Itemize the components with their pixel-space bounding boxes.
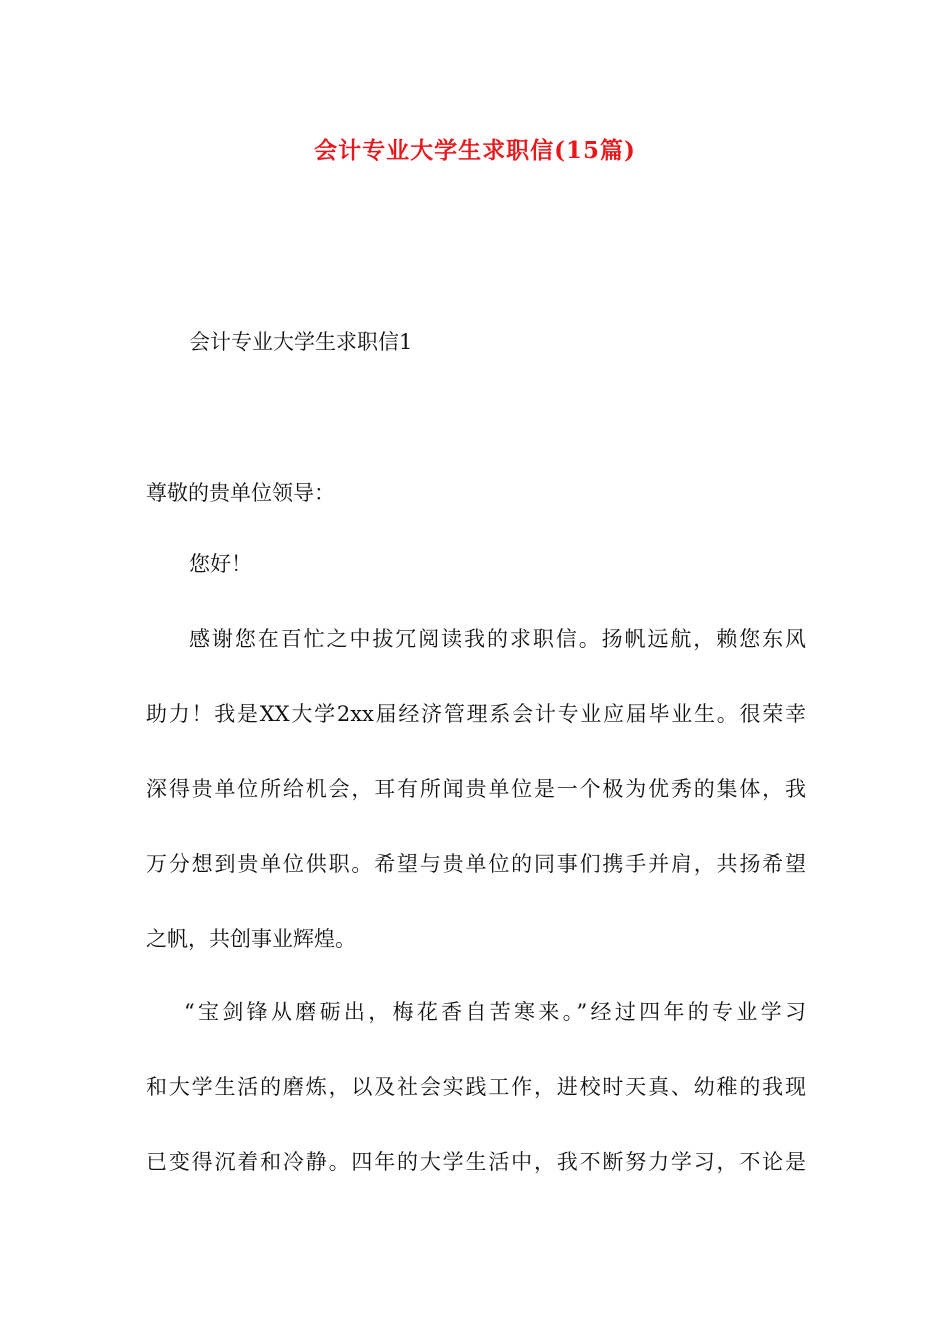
paragraph-line: 感谢您在百忙之中拔冗阅读我的求职信。扬帆远航，赖您东风 (189, 627, 806, 651)
paragraph-line: 深得贵单位所给机会，耳有所闻贵单位是一个极为优秀的集体，我 (146, 777, 806, 801)
paragraph-line: 和大学生活的磨炼，以及社会实践工作，进校时天真、幼稚的我现 (146, 1075, 806, 1099)
paragraph-line: 已变得沉着和冷静。四年的大学生活中，我不断努力学习，不论是 (146, 1150, 806, 1174)
document-title: 会计专业大学生求职信(15篇) (314, 137, 636, 164)
paragraph-line: 万分想到贵单位供职。希望与贵单位的同事们携手并肩，共扬希望 (146, 852, 806, 876)
paragraph-line: 之帆，共创事业辉煌。 (146, 927, 356, 951)
paragraph-line: “宝剑锋从磨砺出，梅花香自苦寒来。”经过四年的专业学习 (184, 1000, 806, 1024)
paragraph-line: 助力！我是XX大学2xx届经济管理系会计专业应届毕业生。很荣幸 (146, 702, 806, 726)
salutation: 尊敬的贵单位领导： (146, 481, 335, 505)
greeting: 您好！ (189, 552, 252, 576)
section-heading: 会计专业大学生求职信1 (189, 330, 413, 354)
